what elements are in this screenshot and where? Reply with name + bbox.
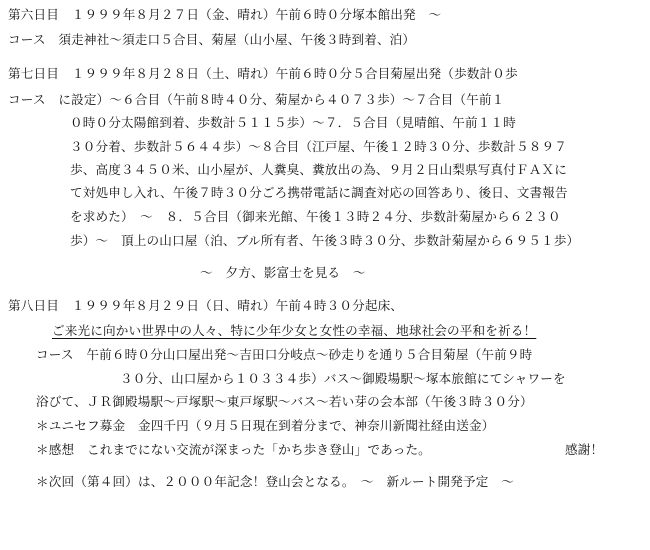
day7-note: 〜 夕方、影富士を見る 〜 [200, 265, 366, 280]
day7-line-8: 歩）〜 頂上の山口屋（泊、ブル所有者、午後３時３０分、歩数計菊屋から６９５１歩） [70, 233, 580, 248]
day7-line-2: コース に設定）〜６合目（午前８時４０分、菊屋から４０７３歩）〜７合目（午前１ [8, 92, 505, 107]
day7-line-3: ０時０分太陽館到着、歩数計５１１５歩）〜７．５合目（見晴館、午前１１時 [70, 115, 517, 130]
day7-line-5: 歩、高度３４５０米、山小屋が、人糞臭、糞放出の為、９月２日山梨県写真付ＦＡＸに [70, 162, 568, 177]
day8-course-line-2: ３０分、山口屋から１０３３４歩）バス〜御殿場駅〜塚本旅館にてシャワーを [120, 371, 566, 386]
impression-text: ＊感想 これまでにない交流が深まった「かち歩き登山」であった。 [36, 442, 431, 457]
day7-line-1: 第七日目 １９９９年８月２８日（土、晴れ）午前６時０分５合目菊屋出発（歩数計０歩 [8, 66, 518, 81]
day8-course-line-1: コース 午前６時０分山口屋出発〜吉田口分岐点〜砂走りを通り５合目菊屋（午前９時 [36, 347, 533, 362]
day7-line-7: を求めた） 〜 ８．５合目（御来光館、午後１３時２４分、歩数計菊屋から６２３０ [70, 209, 561, 224]
day6-course-line: コース 須走神社〜須走口５合目、菊屋（山小屋、午後３時到着、泊） [8, 32, 416, 47]
day8-line-1: 第八日目 １９９９年８月２９日（日、晴れ）午前４時３０分起床、 [8, 298, 404, 313]
day8-prayer: ご来光に向かい世界中の人々、特に少年少女と女性の幸福、地球社会の平和を祈る！ [52, 323, 537, 338]
unicef-donation: ＊ユニセフ募金 金四千円（９月５日現在到着分まで、神奈川新聞社経由送金） [36, 418, 495, 433]
day8-course-line-3: 浴びて、ＪＲ御殿場駅〜戸塚駅〜東戸塚駅〜バス〜若い芽の会本部（午後３時３０分） [36, 394, 533, 409]
next-event-note: ＊次回（第４回）は、２０００年記念！登山会となる。 〜 新ルート開発予定 〜 [36, 474, 514, 489]
thanks-text: 感謝！ [565, 442, 604, 457]
day7-line-6: て対処申し入れ、午後７時３０分ごろ携帯電話に調査対応の回答あり、後日、文書報告 [70, 185, 568, 200]
day6-line-1: 第六日目 １９９９年８月２７日（金、晴れ）午前６時０分塚本館出発 〜 [8, 7, 442, 22]
day7-line-4: ３０分着、歩数計５６４４歩）〜８合目（江戸屋、午後１２時３０分、歩数計５８９７ [70, 139, 568, 154]
